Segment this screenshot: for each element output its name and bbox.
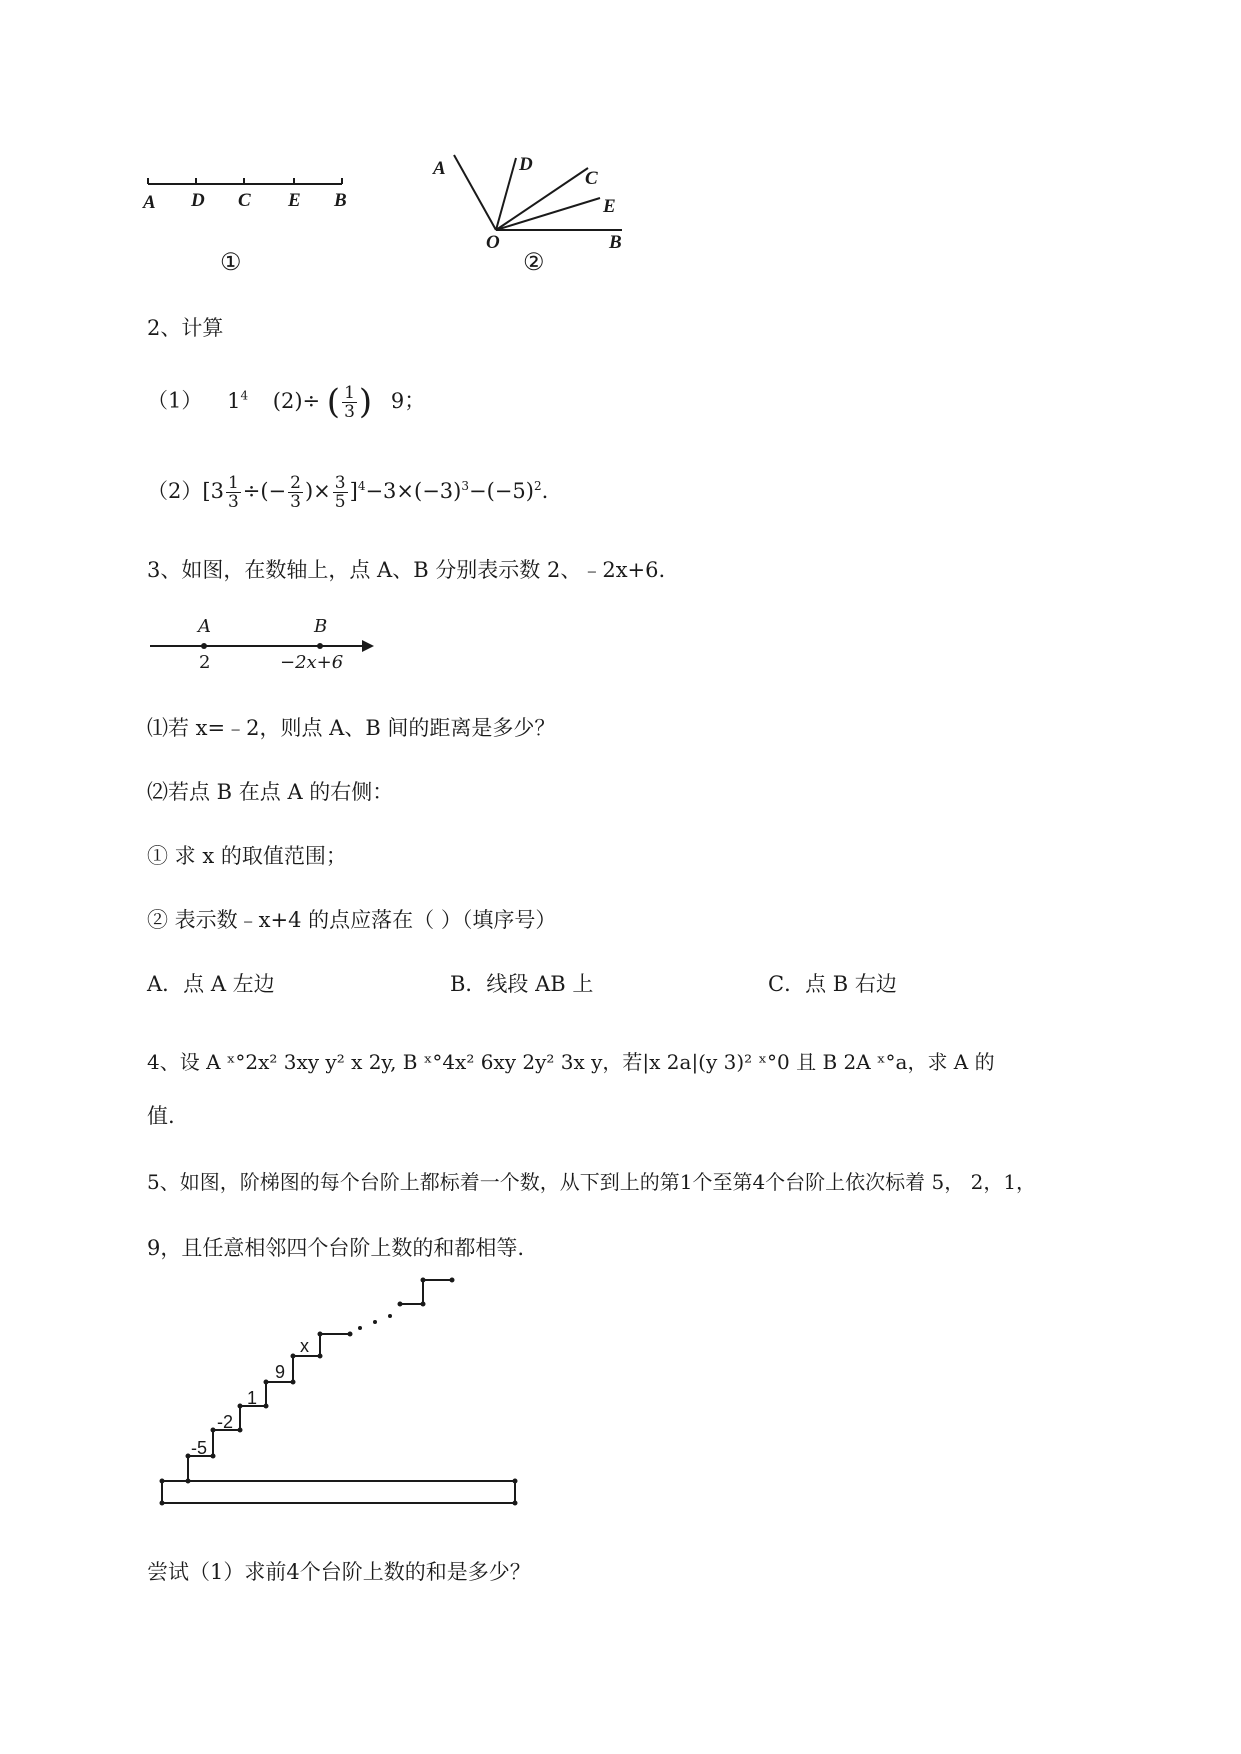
fig1-label-b: B bbox=[334, 190, 347, 211]
q2-p1-lparen: ( bbox=[326, 382, 341, 422]
q2-p2-b: ÷(− bbox=[242, 479, 287, 503]
q2-p2-f: −(−5) bbox=[469, 479, 534, 503]
q3-number-line bbox=[148, 636, 378, 656]
q3-part1: ⑴若 x=﹣2，则点 A、B 间的距离是多少？ bbox=[147, 716, 556, 740]
q3-part2: ⑵若点 B 在点 A 的右侧： bbox=[147, 780, 394, 804]
q2-p2-f1n: 1 bbox=[227, 473, 239, 493]
q2-p2-e3: 2 bbox=[533, 479, 542, 493]
q2-p1-b: (2)÷ bbox=[272, 388, 321, 413]
fig2-caption: ② bbox=[523, 248, 545, 276]
q2-p2-frac1 bbox=[226, 474, 241, 511]
q2-p2-c: )× bbox=[304, 479, 331, 503]
q2-p2-frac2 bbox=[288, 474, 303, 511]
q2-p2-a: [3 bbox=[202, 479, 224, 503]
q5-line2: 9，且任意相邻四个台阶上数的和都相等. bbox=[147, 1236, 525, 1260]
q2-p1-num: 1 bbox=[344, 382, 355, 403]
q2-p1-rparen: ) bbox=[358, 382, 373, 422]
q4-line1: 4、设 A ˣ°2x² 3xy y² x 2y, B ˣ°4x² 6xy 2y² 3x y，若|x 2a|(y 3)² ˣ°0 且 B 2A ˣ°a，求 A 的 bbox=[147, 1050, 995, 1074]
q2-p1-frac bbox=[342, 384, 357, 421]
q2-p2-f3n: 3 bbox=[334, 473, 346, 493]
q2-p2-f2n: 2 bbox=[290, 473, 301, 493]
fig1-label-c: C bbox=[238, 190, 251, 211]
q2-p1-c: 9 bbox=[390, 388, 405, 413]
q2-part2 bbox=[147, 474, 548, 511]
fig2-label-c: C bbox=[585, 168, 598, 189]
q3-axis-label-a: A bbox=[198, 616, 211, 637]
q3-axis-value-b: −2x+6 bbox=[280, 652, 344, 673]
q2-p2-d: ] bbox=[349, 479, 358, 503]
q2-p1-den: 3 bbox=[344, 401, 355, 422]
fig1-caption: ① bbox=[220, 248, 242, 276]
fig2-label-o: O bbox=[486, 232, 500, 253]
q3-stem: 3、如图，在数轴上，点 A、B 分别表示数 2、﹣2x+6. bbox=[147, 558, 666, 582]
q4-line2: 值. bbox=[147, 1104, 175, 1128]
q2-p2-e2: 3 bbox=[461, 479, 469, 493]
q5-step-3: 1 bbox=[247, 1388, 258, 1408]
q5-step-4: 9 bbox=[275, 1362, 286, 1382]
q2-p2-e: −3×(−3) bbox=[365, 479, 462, 503]
q2-p2-f2d: 3 bbox=[290, 492, 301, 512]
q3-option-c: C．点 B 右边 bbox=[768, 972, 897, 996]
q2-p2-g: . bbox=[541, 479, 549, 503]
q2-p2-frac3 bbox=[333, 474, 348, 511]
q2-p2-e1: 4 bbox=[357, 479, 366, 493]
fig2-label-e: E bbox=[603, 196, 616, 217]
q3-axis-value-a: 2 bbox=[199, 652, 211, 673]
q3-part2-ii: ② 表示数﹣x+4 的点应落在（ ）（填序号） bbox=[147, 908, 557, 932]
q5-step-1: -5 bbox=[191, 1438, 208, 1458]
q5-question: 尝试（1）求前4个台阶上数的和是多少？ bbox=[147, 1560, 531, 1584]
q5-staircase bbox=[150, 1270, 530, 1510]
fig2-label-d: D bbox=[519, 154, 533, 175]
q3-option-b: B．线段 AB 上 bbox=[450, 972, 594, 996]
q2-title: 2、计算 bbox=[147, 316, 224, 340]
q2-p2-f1d: 3 bbox=[227, 492, 239, 512]
fig1-label-e: E bbox=[288, 190, 301, 211]
fig2-label-b: B bbox=[609, 232, 622, 253]
q3-axis-label-b: B bbox=[314, 616, 328, 637]
q2-p2-label: （2） bbox=[147, 479, 203, 503]
fig2-label-a: A bbox=[433, 158, 446, 179]
q2-part1 bbox=[147, 382, 425, 422]
q2-p1-exp: 4 bbox=[240, 388, 249, 403]
q5-step-2: -2 bbox=[217, 1412, 234, 1432]
q5-step-5: x bbox=[300, 1336, 309, 1356]
q5-line1: 5、如图，阶梯图的每个台阶上都标着一个数，从下到上的第1个至第4个台阶上依次标着 5， 2，1， bbox=[147, 1170, 1037, 1194]
fig1-label-d: D bbox=[191, 190, 205, 211]
q3-option-a: A．点 A 左边 bbox=[147, 972, 275, 996]
q2-p1-end: ； bbox=[404, 388, 426, 413]
q2-p2-f3d: 5 bbox=[334, 492, 346, 512]
q2-p1-a: 1 bbox=[227, 388, 241, 413]
q3-part2-i: ① 求 x 的取值范围； bbox=[147, 844, 347, 868]
q2-p1-label: （1） bbox=[147, 388, 203, 413]
fig1-label-a: A bbox=[143, 192, 156, 213]
